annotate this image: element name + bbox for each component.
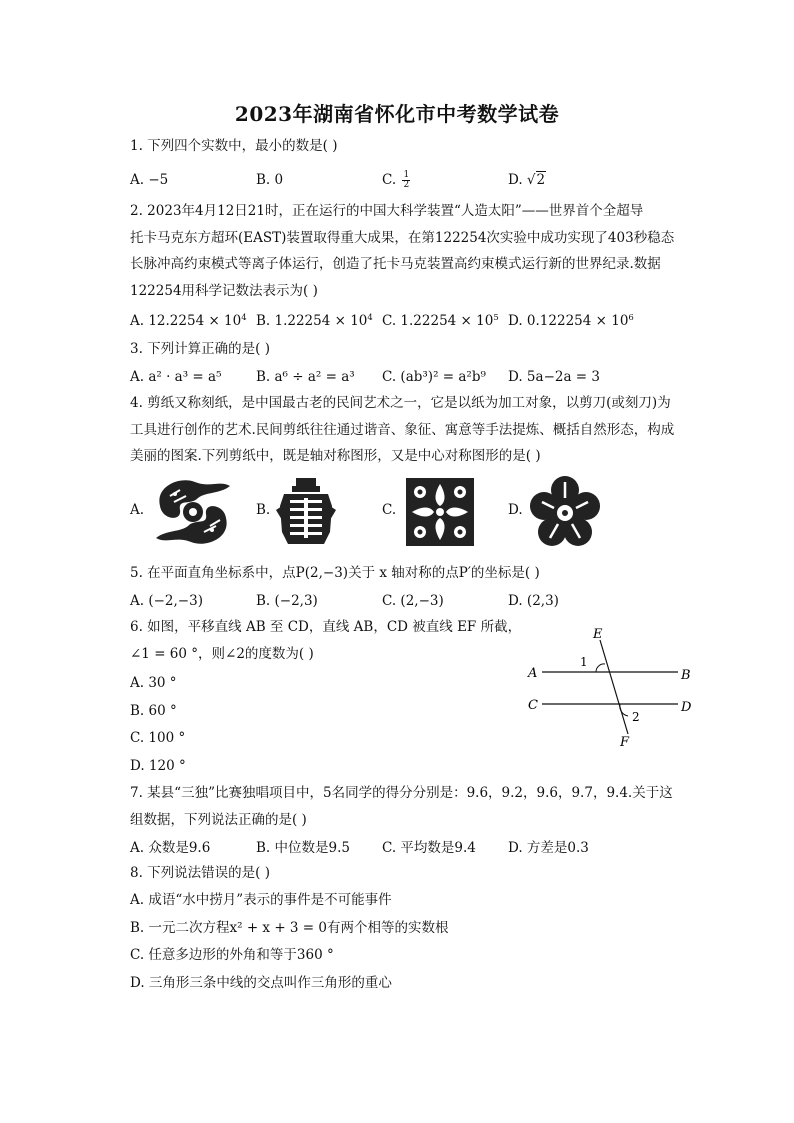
q4-option-c-label: C. [382, 502, 397, 518]
question-3-options [130, 365, 700, 389]
q5-option-a: A. (−2,−3) [130, 593, 203, 609]
q6-option-d: D. 120 ° [130, 757, 186, 774]
q7-option-d: D. 方差是0.3 [508, 840, 589, 856]
label-f: F [620, 735, 630, 750]
question-2-options [130, 309, 700, 333]
q4-line-3: 美丽的图案.下列剪纸中，既是轴对称图形，又是中心对称图形的是( ) [130, 448, 541, 464]
q4-line-1: 4. 剪纸又称刻纸，是中国最古老的民间艺术之一，它是以纸为加工对象，以剪刀(或刻刀)为 [130, 395, 671, 411]
q7-option-a: A. 众数是9.6 [130, 840, 211, 856]
angle-2-label: 2 [632, 710, 640, 724]
question-4-options [130, 476, 700, 552]
papercut-five-petal-flower-image [530, 476, 600, 548]
q4-option-d [508, 476, 634, 552]
question-7-stem [130, 780, 696, 833]
q2-option-c [382, 309, 499, 333]
q4-option-d-label: D. [508, 502, 523, 518]
q2-option-c-text: C. 1.22254 × 10 [382, 313, 494, 329]
question-8-stem: 8. 下列说法错误的是( ) [130, 865, 270, 881]
q5-option-c: C. (2,−3) [382, 593, 444, 609]
fraction-one-half [402, 171, 410, 190]
angle-1-arc [596, 664, 605, 672]
q2-line-1: 2. 2023年4月12日21时，正在运行的中国大科学装置“人造太阳”——世界首个全超导 [130, 203, 644, 219]
fraction-numerator: 1 [403, 170, 410, 180]
q1-option-c-label: C. [382, 172, 397, 188]
q2-option-a [130, 309, 247, 333]
q1-option-d: D. √2 [508, 172, 546, 188]
q4-option-b [256, 476, 382, 552]
question-6-options [130, 670, 186, 780]
q8-option-d: D. 三角形三条中线的交点叫作三角形的重心 [130, 974, 392, 991]
q6-option-c: C. 100 ° [130, 730, 186, 746]
label-e: E [593, 627, 603, 642]
page-title: 2023年湖南省怀化市中考数学试卷 [234, 102, 560, 126]
q6-line-1: 6. 如图，平移直线 AB 至 CD，直线 AB，CD 被直线 EF 所截， [130, 619, 522, 635]
q7-option-c: C. 平均数是9.4 [382, 840, 476, 856]
q1-option-d-label: D. [508, 172, 523, 188]
label-c: C [528, 698, 538, 713]
papercut-square-flower-image [404, 476, 476, 548]
q4-option-c [382, 476, 508, 552]
q8-option-c: C. 任意多边形的外角和等于360 ° [130, 947, 334, 963]
label-a: A [528, 666, 538, 681]
question-3-stem: 3. 下列计算正确的是( ) [130, 341, 270, 357]
q2-option-b-exponent: 4 [367, 313, 373, 323]
q4-option-b-label: B. [256, 502, 271, 518]
q7-line-2: 组数据，下列说法正确的是( ) [130, 811, 307, 828]
q2-option-b [256, 309, 373, 333]
label-b: B [681, 668, 691, 683]
angle-2-arc [620, 704, 628, 716]
fraction-denominator: 2 [403, 180, 410, 190]
q4-option-a [130, 476, 256, 552]
q2-line-3: 长脉冲高约束模式等离子体运行，创造了托卡马克装置高约束模式运行新的世界纪录.数据 [130, 256, 661, 272]
q2-option-a-exponent: 4 [241, 313, 247, 323]
q2-option-d-text: D. 0.122254 × 10 [508, 313, 629, 329]
q3-option-a: A. a² · a³ = a⁵ [130, 369, 222, 385]
parallel-lines-figure [524, 622, 700, 750]
q5-option-d: D. (2,3) [508, 593, 559, 609]
sqrt-radicand: 2 [536, 172, 546, 188]
label-d: D [681, 700, 692, 715]
q3-option-d: D. 5a−2a = 3 [508, 369, 600, 385]
q3-option-b: B. a⁶ ÷ a² = a³ [256, 369, 355, 385]
q3-option-c: C. (ab³)² = a²b⁹ [382, 369, 486, 385]
angle-1-label: 1 [580, 655, 588, 669]
question-5-stem: 5. 在平面直角坐标系中，点P(2,−3)关于 x 轴对称的点P′的坐标是( ) [130, 565, 540, 581]
q7-option-b: B. 中位数是9.5 [256, 840, 350, 856]
q1-option-b: B. 0 [256, 172, 284, 188]
question-5-options [130, 589, 700, 613]
q2-line-2: 托卡马克东方超环(EAST)装置取得重大成果，在第122254次实验中成功实现了403秒稳态 [130, 229, 675, 246]
q8-option-b: B. 一元二次方程x² + x + 3 = 0有两个相等的实数根 [130, 919, 449, 936]
q4-line-2: 工具进行创作的艺术.民间剪纸往往通过谐音、象征、寓意等手法提炼、概括自然形态，构成 [130, 421, 675, 438]
q2-option-d-exponent: 6 [628, 313, 634, 323]
q6-option-b: B. 60 ° [130, 702, 177, 719]
q6-option-a: A. 30 ° [130, 675, 177, 691]
q8-option-a: A. 成语“水中捞月”表示的事件是不可能事件 [130, 892, 392, 908]
question-2-stem [130, 198, 696, 304]
papercut-jar-image [276, 476, 336, 548]
q4-option-a-label: A. [130, 502, 145, 518]
q1-option-a: A. −5 [130, 172, 169, 188]
question-7-options [130, 836, 700, 860]
q2-option-a-text: A. 12.2254 × 10 [130, 313, 242, 329]
line-ef [600, 640, 628, 734]
q5-option-b: B. (−2,3) [256, 593, 318, 609]
question-6-stem [130, 614, 550, 667]
q2-option-c-exponent: 5 [493, 313, 499, 323]
q6-line-2: ∠1 = 60 °，则∠2的度数为( ) [130, 645, 314, 662]
papercut-fish-swirl-image [150, 476, 236, 548]
q1-option-c [382, 168, 410, 192]
q7-line-1: 7. 某县“三独”比赛独唱项目中，5名同学的得分分别是：9.6，9.2，9.6，9.7，9.4.关于这 [130, 785, 673, 801]
question-8-options [130, 887, 449, 997]
q2-line-4: 122254用科学记数法表示为( ) [130, 282, 318, 299]
q2-option-d [508, 309, 634, 333]
question-1-stem: 1. 下列四个实数中，最小的数是( ) [130, 138, 338, 154]
q2-option-b-text: B. 1.22254 × 10 [256, 313, 368, 329]
question-1-options [130, 168, 700, 192]
question-4-stem [130, 390, 696, 470]
